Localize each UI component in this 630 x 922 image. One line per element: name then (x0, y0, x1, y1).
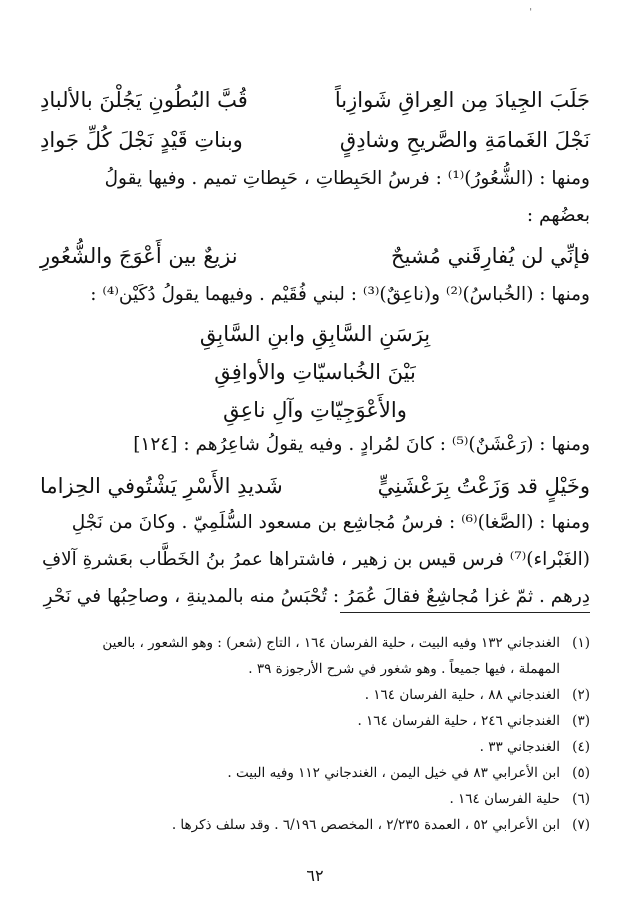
poem-line-2: بَيْنَ الخُباسيّاتِ والأوافِقِ (214, 360, 416, 384)
footnote-7 (40, 812, 590, 838)
verse-hemistich-left: قُبَّ البُطُونِ يَجُلْنَ بالألبادِ (40, 88, 248, 112)
prose-line: دِرهم . ثمّ غزا مُجاشِعٌ فقالَ عُمَرُ : تُحْبَسُ منه بالمدينةِ ، وصاحِبُها في نَحْرِ (43, 586, 590, 607)
footnote-number: (٧) (572, 817, 590, 833)
verse-hemistich-right: نَجْلَ الغَمامَةِ والصَّريحِ وشادِقٍ (339, 128, 590, 152)
poem-line-1: بِرَسَنِ السَّابِقِ وابنِ السَّابِقِ (199, 322, 431, 346)
footnote-2 (40, 682, 590, 708)
poem-line-3: والأَعْوَجِيّاتِ وآلِ ناعِقِ (223, 398, 407, 422)
footnotes (40, 630, 590, 838)
footnote-4 (40, 734, 590, 760)
verse-hemistich-left: نزيعٌ بين أَعْوَجَ والشُّعُورِ (40, 244, 238, 268)
verse-line-3 (40, 244, 590, 268)
margin-mark: ' (529, 8, 532, 18)
footnote-number: (٦) (572, 791, 590, 807)
footnote-text: الغندجاني ٢٤٦ ، حلية الفرسان ١٦٤ . (357, 713, 560, 729)
footnote-number: (٤) (572, 739, 590, 755)
footnote-number: (٣) (572, 713, 590, 729)
footnote-1-continuation: المهملة ، فيها جميعاً . وهو شغور في شرح الأرجوزة ٣٩ . (248, 661, 560, 677)
verse-hemistich-left: وبناتِ قَيْدٍ نَجْلَ كُلِّ جَوادِ (40, 128, 243, 152)
prose-paragraph-1 (40, 160, 590, 234)
page-number: ٦٢ (306, 866, 324, 885)
footnote-number: (١) (572, 635, 590, 651)
verse-hemistich-right: فإنِّي لن يُفارِقَني مُشيحٌ (391, 244, 590, 268)
prose-line: بعضُهم : (526, 205, 590, 226)
prose-paragraph-4 (40, 504, 590, 615)
footnote-5 (40, 760, 590, 786)
footnote-text: حلية الفرسان ١٦٤ . (449, 791, 560, 807)
footnote-text: ابن الأعرابي ٥٢ ، العمدة ٢/٢٣٥ ، المخصص ٦/١٩٦ . وقد سلف ذكرها . (171, 817, 560, 833)
footnote-text: ابن الأعرابي ٨٣ في خيل اليمن ، الغندجاني ١١٢ وفيه البيت . (227, 765, 560, 781)
verse-line-4 (40, 474, 590, 498)
verse-hemistich-left: شَديدِ الأَسْرِ يَشْتُوفي الحِزاما (40, 474, 283, 498)
verse-line-2 (40, 128, 590, 152)
prose-line: ومنها : (رَعْشَنٌ)⁽⁵⁾ : كانَ لمُرادٍ . وفيه يقولُ شاعِرُهم : [١٢٤] (133, 434, 590, 455)
footnote-3 (40, 708, 590, 734)
prose-line: ومنها : (الخُباسُ)⁽²⁾ و(ناعِقٌ)⁽³⁾ : لبني فُقَيْم . وفيهما يقولُ دُكَيْن⁽⁴⁾ : (90, 284, 590, 305)
footnote-number: (٥) (572, 765, 590, 781)
verse-hemistich-right: وخَيْلٍ قد وَزَعْتُ بِرَعْشَنِيٍّ (377, 474, 590, 498)
verse-line-1 (40, 88, 590, 112)
footnote-text: الغندجاني ١٣٢ وفيه البيت ، حلية الفرسان ١٦٤ ، التاج (شعر) : وهو الشعور ، بالعين (102, 635, 560, 651)
prose-line: (الغَبْراء)⁽⁷⁾ فرس قيس بن زهير ، فاشتراها عمرُ بنُ الخَطَّاب بعَشرةِ آلافِ (41, 549, 590, 570)
prose-paragraph-3 (40, 426, 590, 463)
footnote-text: الغندجاني ٣٣ . (479, 739, 560, 755)
footnote-number: (٢) (572, 687, 590, 703)
prose-line: ومنها : (الصَّغا)⁽⁶⁾ : فرسُ مُجاشِع بن مسعود السُّلَمِيّ . وكانَ من نَجْلِ (71, 512, 590, 533)
footnote-1 (40, 630, 590, 656)
footnote-divider (340, 612, 590, 613)
footnote-6 (40, 786, 590, 812)
footnote-text: الغندجاني ٨٨ ، حلية الفرسان ١٦٤ . (364, 687, 560, 703)
prose-paragraph-2 (40, 276, 590, 313)
verse-hemistich-right: جَلَبَ الجِيادَ مِن العِراقِ شَوازِباً (334, 88, 590, 112)
prose-line: ومنها : (الشُّعُورُ)⁽¹⁾ : فرسُ الحَبِطاتِ ، حَبِطاتِ تميم . وفيها يقولُ (104, 168, 590, 189)
